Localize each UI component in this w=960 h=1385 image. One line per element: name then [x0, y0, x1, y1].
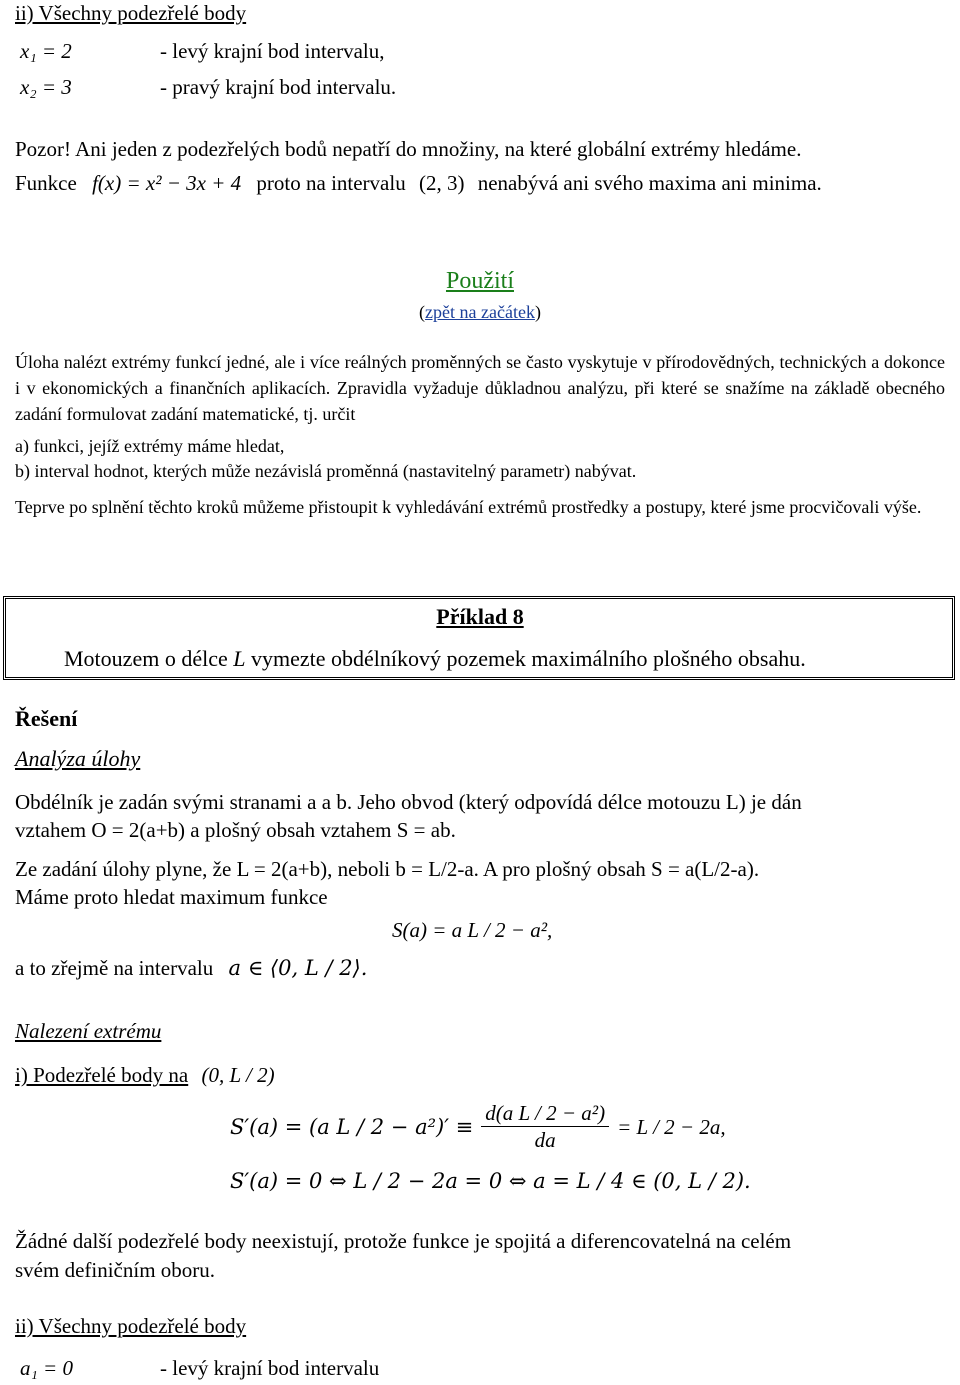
- function-math: f(x) = x² − 3x + 4: [92, 171, 242, 195]
- function-line: [15, 170, 822, 196]
- function-middle: proto na intervalu: [256, 171, 406, 195]
- derivative-rhs: = L / 2 − 2a,: [617, 1114, 726, 1139]
- example-title: Příklad 8: [436, 604, 524, 629]
- interval-math: (2, 3): [418, 171, 465, 195]
- function-prefix: Funkce: [15, 171, 77, 195]
- statement-var: L: [233, 646, 246, 671]
- back-to-start-link[interactable]: zpět na začátek: [425, 302, 535, 322]
- conclusion-line-2: svém definičním oboru.: [15, 1258, 216, 1282]
- math-a1: a₁ = 0: [20, 1356, 73, 1380]
- derivative-lhs: S′(a) = (a L / 2 − a²)′ ≡: [230, 1114, 474, 1139]
- interval-prefix: a to zřejmě na intervalu: [15, 956, 214, 980]
- solution-heading: Řešení: [15, 706, 78, 731]
- analysis-line-4: Máme proto hledat maximum funkce: [15, 885, 328, 909]
- derivative-denominator: da: [481, 1126, 609, 1153]
- usage-item-b: b) interval hodnot, kterých může nezávislá proměnná (nastavitelný parametr) nabývat.: [15, 461, 637, 481]
- analysis-line-2: vztahem O = 2(a+b) a plošný obsah vztahem S = ab.: [15, 818, 456, 842]
- statement-post: vymezte obdélníkový pozemek maximálního plošného obsahu.: [245, 646, 806, 671]
- back-link-line: [0, 299, 960, 325]
- analysis-line-1: Obdélník je zadán svými stranami a a b. Jeho obvod (který odpovídá délce motouzu L) je dán: [15, 790, 802, 814]
- analysis-line-3: Ze zadání úlohy plyne, že L = 2(a+b), neboli b = L/2-a. A pro plošný obsah S = a(L/2-a).: [15, 857, 760, 881]
- usage-paragraph-1: Úloha nalézt extrémy funkcí jedné, ale i více reálných proměnných se často vyskytuje v přírodovědných, technických a dokonce i v ekonomických a finančních aplikacích. Zpravidla vyžaduje důkladnou analýzu, při které se snažíme na základě obecného zadání formulovat zadání matematické, tj. určit: [15, 352, 945, 424]
- suspect-line: [15, 1062, 275, 1088]
- interval-math: a ∈ ⟨0, L / 2⟩.: [228, 956, 368, 980]
- finding-heading: Nalezení extrému: [15, 1019, 162, 1043]
- x2-description: - pravý krajní bod intervalu.: [160, 75, 397, 99]
- interval-line: [15, 955, 367, 981]
- math-x2: x₂ = 3: [20, 75, 72, 99]
- section-heading-all-points: ii) Všechny podezřelé body: [15, 1, 247, 25]
- analysis-heading: Analýza úlohy: [15, 746, 141, 771]
- statement-pre: Motouzem o délce: [64, 646, 234, 671]
- a1-description: - levý krajní bod intervalu: [160, 1356, 380, 1380]
- suspect-interval: (0, L / 2): [201, 1063, 275, 1087]
- usage-paragraph-2: Teprve po splnění těchto kroků můžeme přistoupit k vyhledávání extrémů prostředky a postupy, které jsme procvičovali výše.: [15, 497, 922, 517]
- derivative-numerator: d(a L / 2 − a²): [485, 1101, 606, 1125]
- conclusion-line-1: Žádné další podezřelé body neexistují, protože funkce je spojitá a diferencovatelná na celém: [15, 1229, 792, 1253]
- derivative-fraction: [481, 1100, 609, 1153]
- usage-item-a: a) funkci, jejíž extrémy máme hledat,: [15, 436, 285, 456]
- warning-line: Pozor! Ani jeden z podezřelých bodů nepatří do množiny, na které globální extrémy hledáme.: [15, 137, 802, 161]
- example-statement: [64, 645, 806, 673]
- function-suffix: nenabývá ani svého maxima ani minima.: [477, 171, 822, 195]
- usage-title: Použití: [445, 268, 514, 294]
- critical-point-line: S′(a) = 0 ⇔ L / 2 − 2a = 0 ⇔ a = L / 4 ∈ (0, L / 2).: [230, 1169, 751, 1193]
- back-paren-open: (: [419, 302, 426, 322]
- derivative-formula: [230, 1100, 726, 1153]
- all-points-heading: ii) Všechny podezřelé body: [15, 1314, 247, 1338]
- back-paren-close: ): [534, 302, 541, 322]
- x1-description: - levý krajní bod intervalu,: [160, 39, 385, 63]
- math-x1: x₁ = 2: [20, 39, 72, 63]
- formula-S: S(a) = a L / 2 − a²,: [392, 918, 553, 942]
- suspect-heading: i) Podezřelé body na: [15, 1063, 189, 1087]
